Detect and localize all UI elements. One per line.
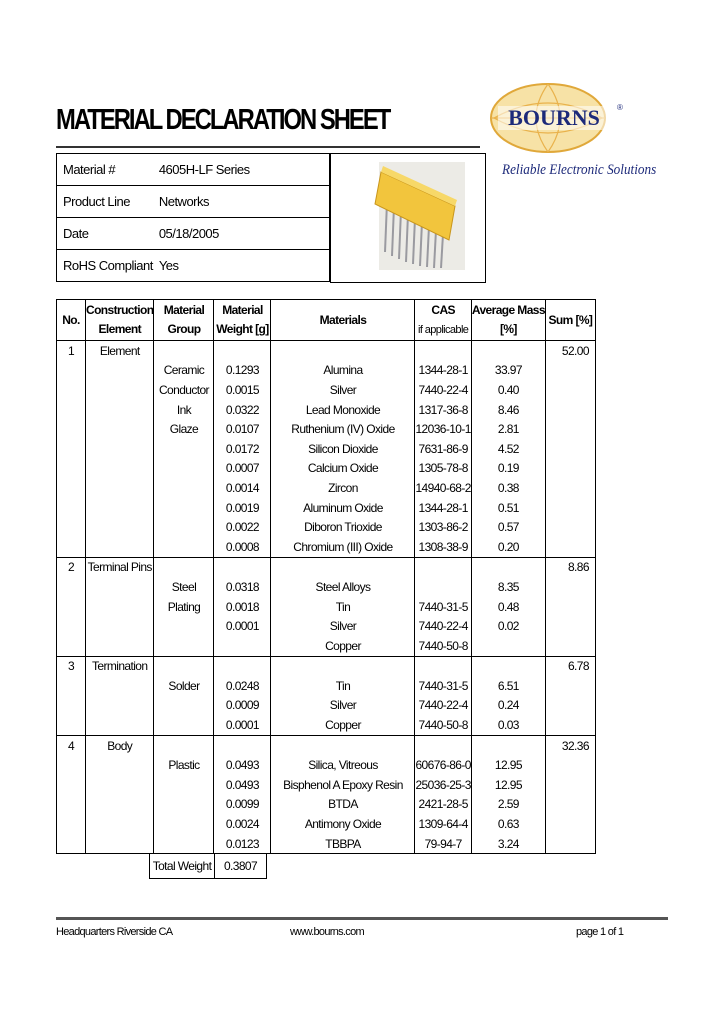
material-group: Plastic [154, 755, 214, 775]
material-name: Tin [271, 597, 415, 617]
construction-element: Element [86, 341, 154, 361]
info-value: 4605H-LF Series [153, 154, 330, 186]
cas-number: 7440-22-4 [415, 696, 471, 716]
construction-element [86, 419, 154, 439]
average-mass: 6.51 [471, 676, 545, 696]
material-weight: 0.0008 [214, 537, 271, 557]
material-weight [214, 656, 271, 676]
cas-number: 1308-38-9 [415, 537, 471, 557]
construction-element [86, 834, 154, 854]
sum-percent [545, 715, 595, 735]
material-name: TBBPA [271, 834, 415, 854]
average-mass: 2.81 [471, 419, 545, 439]
material-group [154, 735, 214, 755]
material-name: Chromium (III) Oxide [271, 537, 415, 557]
cas-number: 2421-28-5 [415, 795, 471, 815]
cas-number [415, 341, 471, 361]
cas-number: 1303-86-2 [415, 517, 471, 537]
sum-percent [545, 616, 595, 636]
table-row [57, 676, 596, 696]
material-name: Aluminum Oxide [271, 498, 415, 518]
construction-element [86, 775, 154, 795]
row-number [57, 715, 86, 735]
sum-percent: 52.00 [545, 341, 595, 361]
construction-element [86, 361, 154, 381]
material-group [154, 459, 214, 479]
average-mass: 0.57 [471, 517, 545, 537]
row-number [57, 498, 86, 518]
material-group [154, 795, 214, 815]
material-name [271, 735, 415, 755]
sum-percent [545, 597, 595, 617]
average-mass: 0.38 [471, 478, 545, 498]
cas-number: 7440-50-8 [415, 715, 471, 735]
row-number [57, 775, 86, 795]
table-row [57, 775, 596, 795]
material-name: Calcium Oxide [271, 459, 415, 479]
construction-element [86, 517, 154, 537]
row-number [57, 537, 86, 557]
table-row [57, 597, 596, 617]
sum-percent [545, 636, 595, 656]
sum-percent [545, 459, 595, 479]
cas-number: 79-94-7 [415, 834, 471, 854]
material-name: Ruthenium (IV) Oxide [271, 419, 415, 439]
material-group: Glaze [154, 419, 214, 439]
material-name: Silicon Dioxide [271, 439, 415, 459]
average-mass [471, 636, 545, 656]
sum-percent: 6.78 [545, 656, 595, 676]
material-group [154, 478, 214, 498]
cas-number: 7440-31-5 [415, 597, 471, 617]
total-weight-value: 0.3807 [215, 853, 267, 879]
row-number [57, 616, 86, 636]
table-row [57, 557, 596, 577]
construction-element [86, 498, 154, 518]
info-value: Yes [153, 250, 330, 282]
table-row [57, 361, 596, 381]
brand-tagline: Reliable Electronic Solutions [502, 162, 657, 178]
table-row [57, 498, 596, 518]
construction-element [86, 696, 154, 716]
row-number [57, 517, 86, 537]
table-row [57, 400, 596, 420]
average-mass: 0.02 [471, 616, 545, 636]
cas-number: 7440-22-4 [415, 380, 471, 400]
bourns-logo [484, 80, 624, 158]
cas-number: 7440-31-5 [415, 676, 471, 696]
table-row [57, 696, 596, 716]
brand-name: BOURNS [508, 105, 600, 130]
average-mass: 0.19 [471, 459, 545, 479]
material-weight: 0.0015 [214, 380, 271, 400]
material-weight: 0.0022 [214, 517, 271, 537]
material-group: Ceramic [154, 361, 214, 381]
average-mass: 0.40 [471, 380, 545, 400]
sum-percent [545, 577, 595, 597]
average-mass: 0.20 [471, 537, 545, 557]
material-name: Silver [271, 380, 415, 400]
row-number: 1 [57, 341, 86, 361]
sum-percent [545, 696, 595, 716]
average-mass: 0.48 [471, 597, 545, 617]
row-number [57, 577, 86, 597]
construction-element [86, 400, 154, 420]
resistor-network-image [331, 154, 485, 282]
material-weight: 0.0019 [214, 498, 271, 518]
material-group [154, 537, 214, 557]
row-number [57, 380, 86, 400]
material-name: Steel Alloys [271, 577, 415, 597]
material-weight: 0.0009 [214, 696, 271, 716]
construction-element: Terminal Pins [86, 557, 154, 577]
table-row [57, 577, 596, 597]
material-name: Lead Monoxide [271, 400, 415, 420]
table-row [57, 735, 596, 755]
construction-element [86, 577, 154, 597]
row-number [57, 795, 86, 815]
sum-percent [545, 498, 595, 518]
footer-page-number: page 1 of 1 [576, 926, 624, 938]
row-number [57, 676, 86, 696]
table-row [57, 656, 596, 676]
sum-percent [545, 478, 595, 498]
material-group [154, 517, 214, 537]
row-number [57, 597, 86, 617]
material-weight: 0.0493 [214, 755, 271, 775]
col-header-cas: CAS if applicable [415, 300, 471, 341]
sum-percent [545, 537, 595, 557]
material-weight [214, 735, 271, 755]
average-mass: 0.51 [471, 498, 545, 518]
construction-element [86, 715, 154, 735]
average-mass: 12.95 [471, 755, 545, 775]
total-weight-box [149, 853, 267, 879]
table-row [57, 834, 596, 854]
col-header-sum: Sum [%] [545, 300, 595, 341]
sum-percent [545, 834, 595, 854]
material-name: Silver [271, 696, 415, 716]
material-name: Tin [271, 676, 415, 696]
row-number [57, 814, 86, 834]
sum-percent [545, 380, 595, 400]
material-table [56, 299, 596, 854]
average-mass [471, 557, 545, 577]
col-header-element: Construction Element [86, 300, 154, 341]
sum-percent [545, 419, 595, 439]
construction-element [86, 597, 154, 617]
page-title: MATERIAL DECLARATION SHEET [56, 104, 390, 136]
material-name: Silica, Vitreous [271, 755, 415, 775]
footer-address: Headquarters Riverside CA [56, 926, 173, 938]
info-value: 05/18/2005 [153, 218, 330, 250]
info-row [57, 218, 330, 250]
row-number [57, 696, 86, 716]
row-number: 3 [57, 656, 86, 676]
table-row [57, 380, 596, 400]
average-mass: 8.46 [471, 400, 545, 420]
col-header-mass: Average Mass [%] [471, 300, 545, 341]
material-group [154, 775, 214, 795]
row-number [57, 361, 86, 381]
construction-element [86, 537, 154, 557]
table-row [57, 636, 596, 656]
cas-number: 7631-86-9 [415, 439, 471, 459]
cas-number: 1309-64-4 [415, 814, 471, 834]
table-row [57, 478, 596, 498]
average-mass: 2.59 [471, 795, 545, 815]
construction-element [86, 676, 154, 696]
material-group [154, 557, 214, 577]
material-name: Antimony Oxide [271, 814, 415, 834]
material-group: Ink [154, 400, 214, 420]
material-name [271, 656, 415, 676]
material-weight: 0.0123 [214, 834, 271, 854]
sum-percent [545, 676, 595, 696]
product-photo-frame [330, 153, 486, 283]
info-value: Networks [153, 186, 330, 218]
cas-number: 1317-36-8 [415, 400, 471, 420]
construction-element [86, 380, 154, 400]
sum-percent [545, 814, 595, 834]
table-row [57, 814, 596, 834]
material-name: Alumina [271, 361, 415, 381]
material-weight: 0.0172 [214, 439, 271, 459]
cas-number: 25036-25-3 [415, 775, 471, 795]
table-row [57, 616, 596, 636]
cas-number [415, 557, 471, 577]
table-row [57, 755, 596, 775]
svg-text:®: ® [617, 103, 623, 112]
row-number [57, 459, 86, 479]
material-name: Silver [271, 616, 415, 636]
footer-website: www.bourns.com [290, 926, 364, 938]
material-name: BTDA [271, 795, 415, 815]
table-row [57, 439, 596, 459]
sum-percent: 32.36 [545, 735, 595, 755]
row-number [57, 755, 86, 775]
info-row [57, 154, 330, 186]
material-group [154, 616, 214, 636]
material-weight [214, 341, 271, 361]
material-name: Bisphenol A Epoxy Resin [271, 775, 415, 795]
info-key: RoHS Compliant [57, 250, 153, 282]
construction-element [86, 478, 154, 498]
material-weight [214, 636, 271, 656]
table-row [57, 517, 596, 537]
construction-element [86, 616, 154, 636]
material-weight: 0.0318 [214, 577, 271, 597]
average-mass [471, 341, 545, 361]
sum-percent [545, 439, 595, 459]
col-header-materials: Materials [271, 300, 415, 341]
average-mass: 0.03 [471, 715, 545, 735]
row-number [57, 478, 86, 498]
cas-number [415, 577, 471, 597]
construction-element [86, 795, 154, 815]
table-row [57, 795, 596, 815]
table-row [57, 419, 596, 439]
material-group: Solder [154, 676, 214, 696]
material-weight: 0.0322 [214, 400, 271, 420]
material-weight: 0.0014 [214, 478, 271, 498]
material-weight: 0.0248 [214, 676, 271, 696]
cas-number: 14940-68-2 [415, 478, 471, 498]
row-number [57, 636, 86, 656]
average-mass: 3.24 [471, 834, 545, 854]
material-weight: 0.0107 [214, 419, 271, 439]
row-number [57, 439, 86, 459]
material-group [154, 439, 214, 459]
material-name [271, 557, 415, 577]
cas-number: 1344-28-1 [415, 361, 471, 381]
construction-element: Body [86, 735, 154, 755]
cas-number: 7440-50-8 [415, 636, 471, 656]
sum-percent [545, 755, 595, 775]
cas-number: 1344-28-1 [415, 498, 471, 518]
material-weight [214, 557, 271, 577]
construction-element: Termination [86, 656, 154, 676]
material-weight: 0.0007 [214, 459, 271, 479]
table-row [57, 537, 596, 557]
info-key: Product Line [57, 186, 153, 218]
material-group [154, 715, 214, 735]
total-weight-label: Total Weight [150, 853, 215, 879]
material-weight: 0.0024 [214, 814, 271, 834]
material-weight: 0.0018 [214, 597, 271, 617]
cas-number: 1305-78-8 [415, 459, 471, 479]
construction-element [86, 459, 154, 479]
info-row [57, 250, 330, 282]
sum-percent [545, 517, 595, 537]
average-mass: 12.95 [471, 775, 545, 795]
info-key: Material # [57, 154, 153, 186]
cas-number [415, 735, 471, 755]
material-group [154, 696, 214, 716]
construction-element [86, 636, 154, 656]
sum-percent [545, 400, 595, 420]
material-weight: 0.0099 [214, 795, 271, 815]
average-mass: 8.35 [471, 577, 545, 597]
row-number: 2 [57, 557, 86, 577]
row-number [57, 834, 86, 854]
footer-rule [56, 917, 668, 920]
average-mass [471, 656, 545, 676]
sum-percent [545, 795, 595, 815]
cas-number [415, 656, 471, 676]
title-rule [56, 146, 480, 148]
material-group [154, 498, 214, 518]
material-name [271, 341, 415, 361]
material-group [154, 814, 214, 834]
average-mass: 4.52 [471, 439, 545, 459]
construction-element [86, 814, 154, 834]
material-name: Copper [271, 715, 415, 735]
material-group: Steel [154, 577, 214, 597]
row-number: 4 [57, 735, 86, 755]
construction-element [86, 755, 154, 775]
material-weight: 0.0001 [214, 715, 271, 735]
sum-percent [545, 361, 595, 381]
material-name: Copper [271, 636, 415, 656]
col-header-no: No. [57, 300, 86, 341]
col-header-weight: Material Weight [g] [214, 300, 271, 341]
sum-percent [545, 775, 595, 795]
cas-number: 60676-86-0 [415, 755, 471, 775]
info-row [57, 186, 330, 218]
material-group: Conductor [154, 380, 214, 400]
material-group [154, 341, 214, 361]
average-mass [471, 735, 545, 755]
info-key: Date [57, 218, 153, 250]
material-name: Diboron Trioxide [271, 517, 415, 537]
material-weight: 0.0001 [214, 616, 271, 636]
average-mass: 0.24 [471, 696, 545, 716]
cas-number: 12036-10-1 [415, 419, 471, 439]
material-name: Zircon [271, 478, 415, 498]
table-row [57, 459, 596, 479]
table-row [57, 715, 596, 735]
average-mass: 0.63 [471, 814, 545, 834]
material-group [154, 656, 214, 676]
col-header-group: Material Group [154, 300, 214, 341]
material-group [154, 636, 214, 656]
sum-percent: 8.86 [545, 557, 595, 577]
material-weight: 0.0493 [214, 775, 271, 795]
material-group: Plating [154, 597, 214, 617]
row-number [57, 419, 86, 439]
construction-element [86, 439, 154, 459]
cas-number: 7440-22-4 [415, 616, 471, 636]
product-info-table [56, 153, 330, 282]
table-row [57, 341, 596, 361]
material-weight: 0.1293 [214, 361, 271, 381]
material-group [154, 834, 214, 854]
average-mass: 33.97 [471, 361, 545, 381]
row-number [57, 400, 86, 420]
